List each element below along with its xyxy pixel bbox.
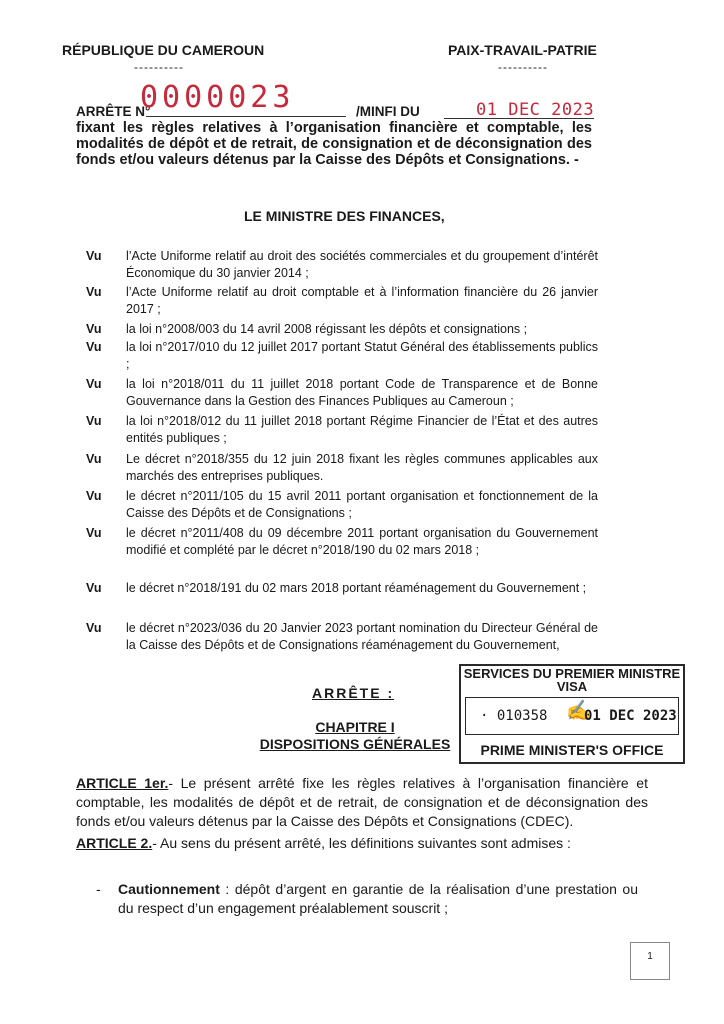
vu-item xyxy=(86,525,598,558)
vu-text: le décret n°2011/105 du 15 avril 2011 portant organisation et fonctionnement de la Caisse des Dépôts et de Consignations ; xyxy=(126,489,598,520)
definition-text: : dépôt d’argent en garantie de la réalisation d’une prestation ou du respect d’un engagement préalablement souscrit ; xyxy=(118,881,638,916)
page-number: 1 xyxy=(647,951,653,962)
article-1 xyxy=(76,774,648,831)
arrete-date-underline xyxy=(444,118,594,119)
vu-item xyxy=(86,580,598,597)
arrete-middle: /MINFI DU xyxy=(356,104,420,119)
stamp-visa-text: VISA xyxy=(556,679,588,694)
visa-stamp xyxy=(459,664,685,764)
stamp-inner-box xyxy=(465,697,679,735)
vu-label: Vu xyxy=(86,621,102,635)
article-2-label: ARTICLE 2. xyxy=(76,835,153,851)
arrete-heading: ARRÊTE : xyxy=(312,685,395,701)
chapter-number: CHAPITRE I xyxy=(315,719,395,735)
vu-item xyxy=(86,248,598,281)
vu-label: Vu xyxy=(86,340,102,354)
vu-item xyxy=(86,376,598,409)
arrete-prefix: ARRÊTE N° xyxy=(76,104,151,119)
vu-text: la loi n°2008/003 du 14 avril 2008 régissant les dépôts et consignations ; xyxy=(126,322,528,336)
vu-item xyxy=(86,488,598,521)
vu-label: Vu xyxy=(86,377,102,391)
chapter-title: DISPOSITIONS GÉNÉRALES xyxy=(259,736,451,752)
vu-item xyxy=(86,284,598,317)
vu-label: Vu xyxy=(86,526,102,540)
vu-text: l’Acte Uniforme relatif au droit des sociétés commerciales et du groupement d’intérêt Économique du 30 janvier 2014 ; xyxy=(126,249,598,280)
article-2-text: - Au sens du présent arrêté, les définitions suivantes sont admises : xyxy=(152,835,571,851)
stamp-number: · 010358 xyxy=(480,708,548,724)
article-1-text: - Le présent arrêté fixe les règles relatives à l’organisation financière et comptable, les modalités de dépôt et de retrait, de consignation et de déconsignation des fonds et/ou valeurs détenus par la Caisse des Dépôts et Consignations (CDEC). xyxy=(76,775,648,829)
vu-text: le décret n°2011/408 du 09 décembre 2011 portant organisation du Gouvernement modifié et complété par le décret n°2018/190 du 02 mars 2018 ; xyxy=(126,526,598,557)
vu-text: Le décret n°2018/355 du 12 juin 2018 fixant les règles communes applicables aux marchés des entreprises publiques. xyxy=(126,452,598,483)
vu-label: Vu xyxy=(86,489,102,503)
article-1-label: ARTICLE 1er. xyxy=(76,775,169,791)
article-2 xyxy=(76,834,648,853)
vu-item xyxy=(86,451,598,484)
minister-heading: LE MINISTRE DES FINANCES, xyxy=(244,208,445,224)
vu-text: l’Acte Uniforme relatif au droit comptable et à l’information financière du 26 janvier 2017 ; xyxy=(126,285,598,316)
vu-text: la loi n°2017/010 du 12 juillet 2017 portant Statut Général des établissements publics ; xyxy=(126,340,598,371)
vu-text: le décret n°2023/036 du 20 Janvier 2023 portant nomination du Directeur Général de la Caisse des Dépôts et de Consignations réaménagement du Gouvernement, xyxy=(126,621,598,652)
decree-title: fixant les règles relatives à l’organisation financière et comptable, les modalités de dépôt et de retrait, de consignation et de déconsignation des fonds et/ou valeurs détenus par la Caisse des Dépôts et Consignations. - xyxy=(76,120,592,168)
header-right-dashes: ---------- xyxy=(498,60,548,74)
vu-item xyxy=(86,339,598,372)
header-left-title: RÉPUBLIQUE DU CAMEROUN xyxy=(62,42,265,58)
header-left-dashes: ---------- xyxy=(134,60,184,74)
arrete-date-stamp: 01 DEC 2023 xyxy=(476,100,595,120)
bullet-dash: - xyxy=(96,881,101,897)
definition-term: Cautionnement xyxy=(118,881,220,897)
vu-text: le décret n°2018/191 du 02 mars 2018 portant réaménagement du Gouvernement ; xyxy=(126,581,587,595)
vu-item xyxy=(86,413,598,446)
vu-text: la loi n°2018/011 du 11 juillet 2018 portant Code de Transparence et de Bonne Gouvernance dans la Gestion des Finances Publiques au Cameroun ; xyxy=(126,377,598,408)
definition-item xyxy=(96,880,638,918)
arrete-number-stamp: 0000023 xyxy=(140,80,295,115)
chapter-heading xyxy=(252,719,458,753)
stamp-top-text: SERVICES DU PREMIER MINISTRE xyxy=(463,666,681,681)
vu-label: Vu xyxy=(86,581,102,595)
stamp-date: 01 DEC 2023 xyxy=(584,708,677,724)
arrete-number-underline xyxy=(146,116,346,117)
vu-label: Vu xyxy=(86,249,102,263)
vu-item xyxy=(86,620,598,653)
stamp-signature-mark: ✍ xyxy=(566,698,591,722)
vu-label: Vu xyxy=(86,452,102,466)
vu-label: Vu xyxy=(86,414,102,428)
header-right-title: PAIX-TRAVAIL-PATRIE xyxy=(448,42,597,58)
vu-text: la loi n°2018/012 du 11 juillet 2018 portant Régime Financier de l’État et des autres entités publiques ; xyxy=(126,414,598,445)
page-number-box xyxy=(630,942,670,980)
vu-label: Vu xyxy=(86,285,102,299)
stamp-bottom-text: PRIME MINISTER'S OFFICE xyxy=(480,742,664,758)
vu-item xyxy=(86,321,598,338)
vu-label: Vu xyxy=(86,322,102,336)
